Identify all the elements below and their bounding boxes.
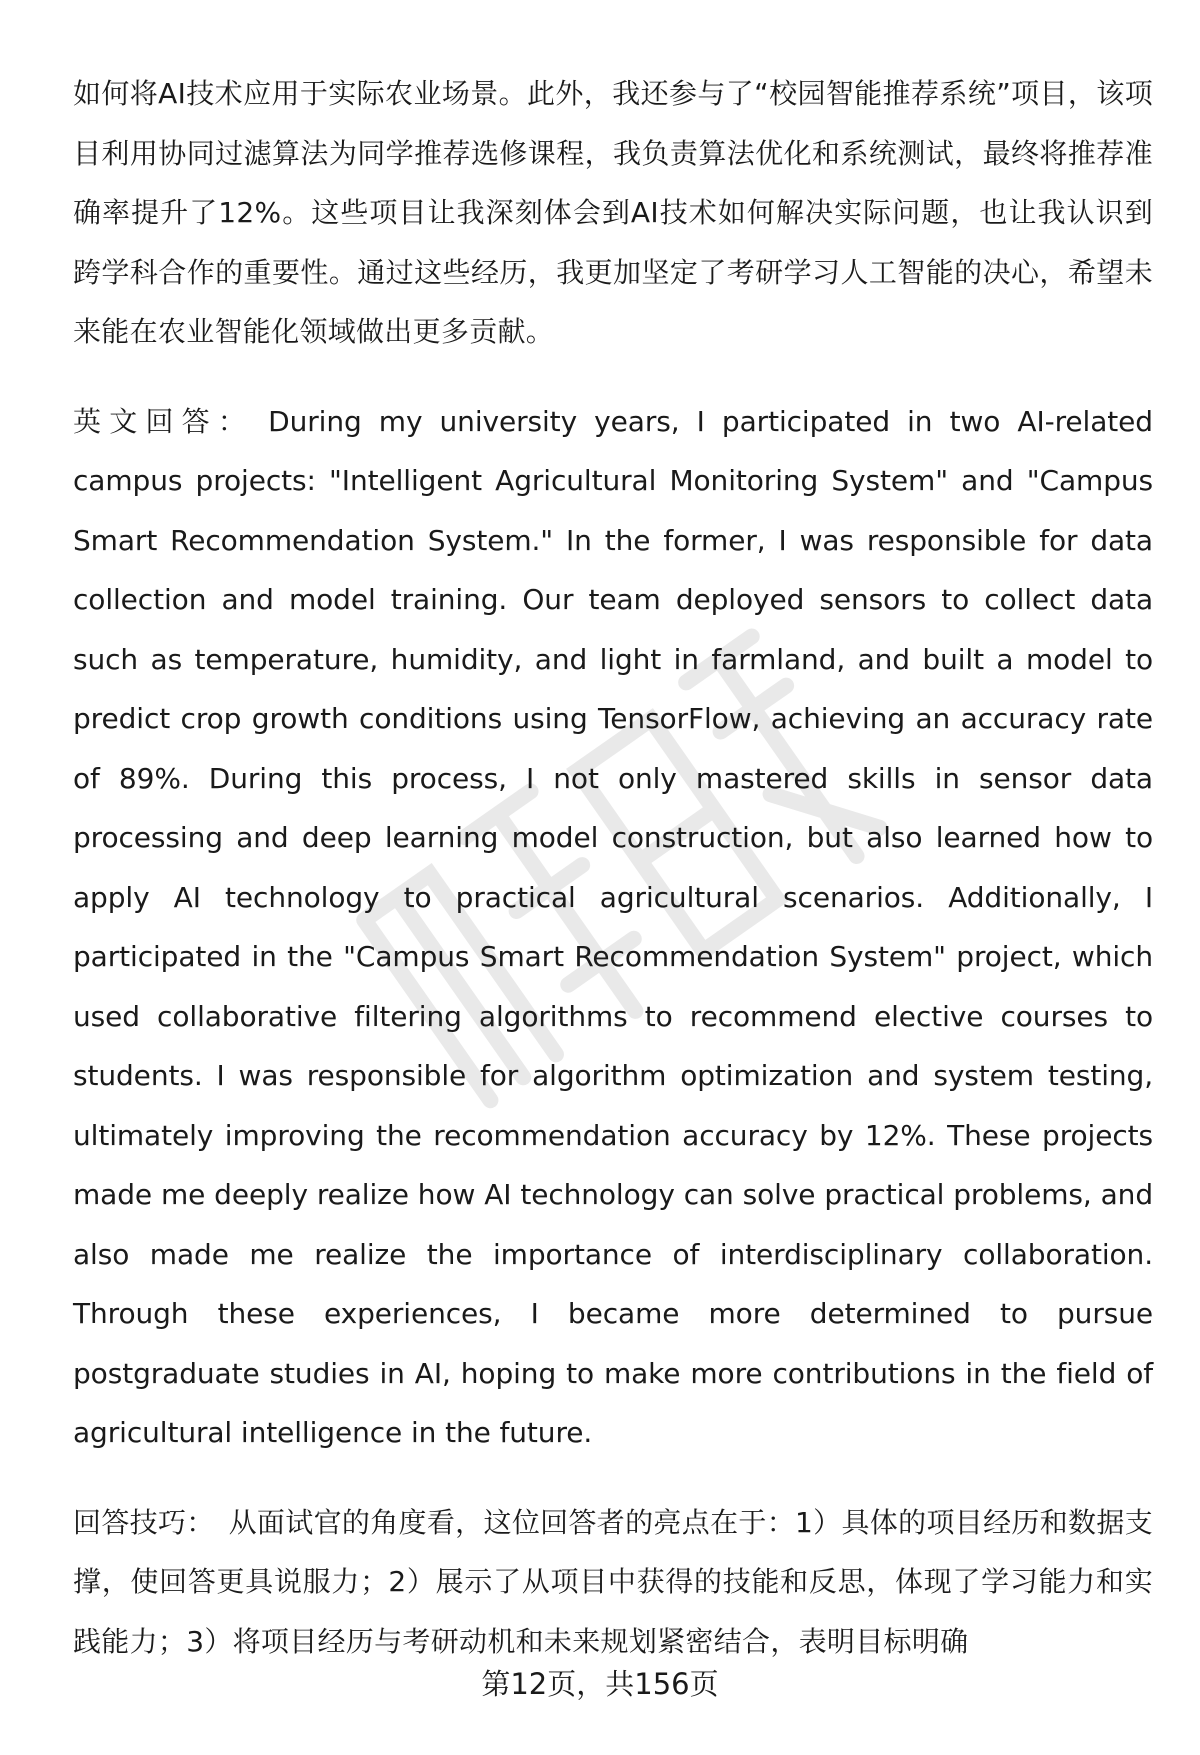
answer-tips-text: 从面试官的角度看，这位回答者的亮点在于：1）具体的项目经历和数据支撑，使回答更具说服力；2）展示了从项目中获得的技能和反思，体现了学习能力和实践能力；3）将项目经历与考研动机和未来规划紧密结合，表明目标明确 xyxy=(73,1505,1153,1658)
answer-tips-paragraph xyxy=(73,1493,1153,1672)
main-content xyxy=(73,64,1153,1701)
english-answer-label: 英文回答： xyxy=(73,404,255,438)
page-number-footer: 第12页，共156页 xyxy=(481,1667,719,1701)
answer-tips-label: 回答技巧： xyxy=(73,1505,215,1539)
chinese-answer-text: 如何将AI技术应用于实际农业场景。此外，我还参与了“校园智能推荐系统”项目，该项目利用协同过滤算法为同学推荐选修课程，我负责算法优化和系统测试，最终将推荐准确率提升了12%。这些项目让我深刻体会到AI技术如何解决实际问题，也让我认识到跨学科合作的重要性。通过这些经历，我更加坚定了考研学习人工智能的决心，希望未来能在农业智能化领域做出更多贡献。 xyxy=(73,77,1153,348)
chinese-answer-paragraph xyxy=(73,64,1153,362)
english-answer-paragraph xyxy=(73,392,1153,1463)
english-answer-text: During my university years, I participated in two AI-related campus projects: "Intelligent Agricultural Monitoring System" and "Campus Smart Recommendation System." In the former, I was responsible for data collection and model training. Our team deployed sensors to collect data such as temperature, humidity, and light in farmland, and built a model to predict crop growth conditions using TensorFlow, achieving an accuracy rate of 89%. During this process, I not only mastered skills in sensor data processing and deep learning model construction, but also learned how to apply AI technology to practical agricultural scenarios. Additionally, I participated in the "Campus Smart Recommendation System" project, which used collaborative filtering algorithms to recommend elective courses to students. I was responsible for algorithm optimization and system testing, ultimately improving the recommendation accuracy by 12%. These projects made me deeply realize how AI technology can solve practical problems, and also made me realize the importance of interdisciplinary collaboration. Through these experiences, I became more determined to pursue postgraduate studies in AI, hoping to make more contributions in the field of agricultural intelligence in the future. xyxy=(73,404,1153,1449)
